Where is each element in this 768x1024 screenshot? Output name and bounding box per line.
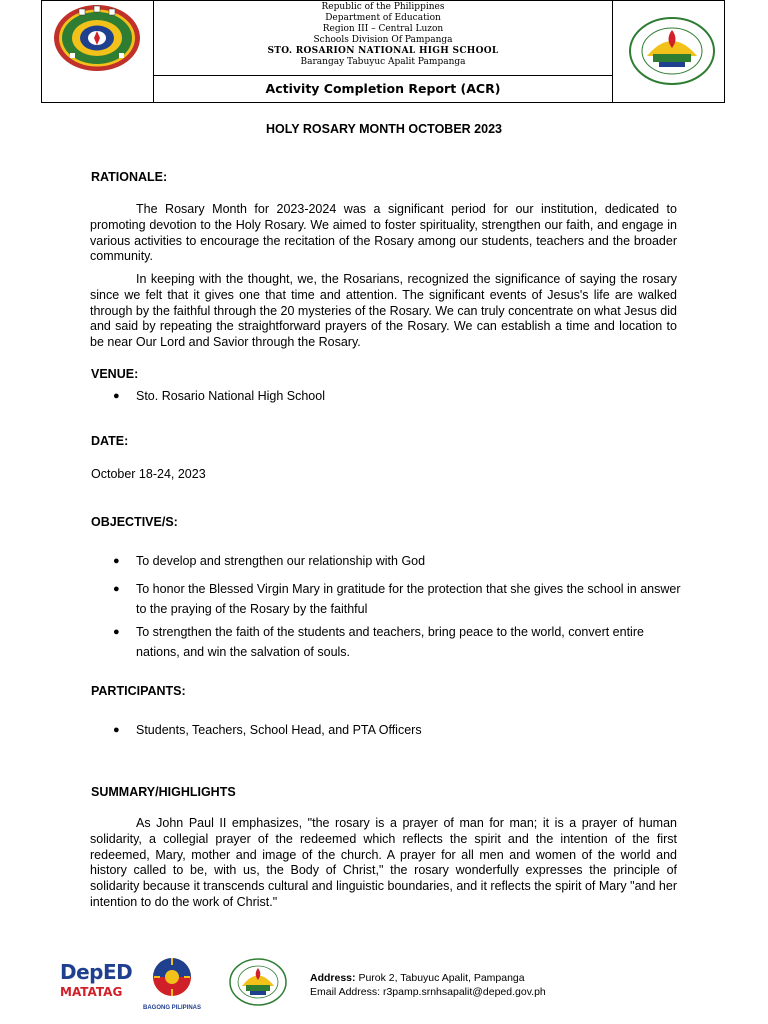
- deped-seal-logo: [52, 3, 142, 73]
- footer-email-line: [310, 985, 546, 999]
- objective-item: [113, 622, 683, 662]
- objectives-heading: OBJECTIVE/S:: [91, 515, 178, 529]
- header-line-republic: Republic of the Philippines: [321, 2, 445, 12]
- rationale-paragraph-2: In keeping with the thought, we, the Rosarians, recognized the significance of saying the rosary since we felt that it gives one that time and attention. The significant events of Jesus's life are walked through by the faithful through the 20 mysteries of the Rosary. We can truly concentrate on what Jesus did and said by repeating the straightforward prayers of the Rosary. We can establish a time and location to be near Our Lord and Savior through the Rosary.: [90, 272, 677, 350]
- objective-item: [113, 579, 683, 619]
- bagong-pilipinas-emblem-icon: [140, 955, 204, 999]
- header-divider-right: [612, 1, 613, 102]
- header-box: [41, 0, 725, 103]
- objective-text: To honor the Blessed Virgin Mary in gratitude for the protection that she gives the school in answer to the praying of the Rosary by the faithful: [136, 582, 681, 616]
- school-seal-logo: [627, 16, 717, 86]
- objective-text: To develop and strengthen our relationship with God: [136, 554, 426, 568]
- summary-heading: SUMMARY/HIGHLIGHTS: [91, 785, 236, 799]
- venue-heading: VENUE:: [91, 367, 139, 381]
- address-value: Purok 2, Tabuyuc Apalit, Pampanga: [358, 972, 525, 984]
- bagong-pilipinas-logo: [140, 955, 204, 1011]
- email-value[interactable]: r3pamp.srnhsapalit@deped.gov.ph: [382, 986, 546, 998]
- matatag-logo-text: MATATAG: [60, 985, 123, 999]
- participants-heading: PARTICIPANTS:: [91, 684, 186, 698]
- header-line-division: Schools Division Of Pampanga: [313, 35, 453, 45]
- header-line-department: Department of Education: [325, 13, 441, 23]
- bullet-icon: ●: [113, 555, 120, 567]
- header-school-name: STO. ROSARION NATIONAL HIGH SCHOOL: [267, 46, 499, 56]
- bullet-icon: ●: [113, 724, 120, 736]
- objective-text: To strengthen the faith of the students and teachers, bring peace to the world, convert entire nations, and win the salvation of souls.: [136, 625, 644, 659]
- summary-paragraph: As John Paul II emphasizes, "the rosary is a prayer of man for man; it is a prayer of human solidarity, a collegial prayer of the redeemed which reflects the spirit and the intention of the first redeemed, Mary, mother and image of the church. A prayer for all men and women of the world and history called to be, with us, the Body of Christ," the rosary wonderfully expresses the principle of solidarity because it transcends cultural and linguistic boundaries, and it reflects the spirit of Mary "and her intention to do the work of Christ.": [90, 816, 677, 909]
- rationale-paragraph-1: The Rosary Month for 2023-2024 was a significant period for our institution, dedicated to promoting devotion to the Holy Rosary. We aimed to foster spirituality, strengthen our faith, and engage in various activities to encourage the recitation of the Rosary among our students, teachers and the broader community.: [90, 202, 677, 264]
- header-text-block: [154, 2, 612, 68]
- objective-item: [113, 551, 683, 571]
- document-title: HOLY ROSARY MONTH OCTOBER 2023: [266, 122, 502, 136]
- date-heading: DATE:: [91, 434, 129, 448]
- address-label: Address:: [310, 972, 356, 984]
- bagong-pilipinas-text: BAGONG PILIPINAS: [142, 1005, 201, 1011]
- bullet-icon: ●: [113, 390, 120, 402]
- footer-address-line: [310, 971, 546, 985]
- bullet-icon: ●: [113, 583, 120, 595]
- participants-text: Students, Teachers, School Head, and PTA Officers: [136, 723, 422, 737]
- deped-logo-text: DepED: [60, 960, 133, 984]
- report-title: Activity Completion Report (ACR): [265, 81, 501, 96]
- participants-list-item: [113, 720, 683, 740]
- header-line-region: Region III – Central Luzon: [322, 24, 444, 34]
- header-school-address: Barangay Tabuyuc Apalit Pampanga: [300, 57, 466, 67]
- bullet-icon: ●: [113, 626, 120, 638]
- email-label: Email Address:: [310, 986, 381, 998]
- venue-text: Sto. Rosario National High School: [136, 389, 325, 403]
- header-divider-horizontal: [153, 75, 613, 76]
- date-value: October 18-24, 2023: [91, 467, 206, 481]
- school-seal-footer-logo: [228, 957, 288, 1007]
- rationale-heading: RATIONALE:: [91, 170, 168, 184]
- footer-contact: [310, 971, 546, 999]
- venue-list-item: [113, 386, 683, 406]
- deped-matatag-logo: [60, 960, 133, 1010]
